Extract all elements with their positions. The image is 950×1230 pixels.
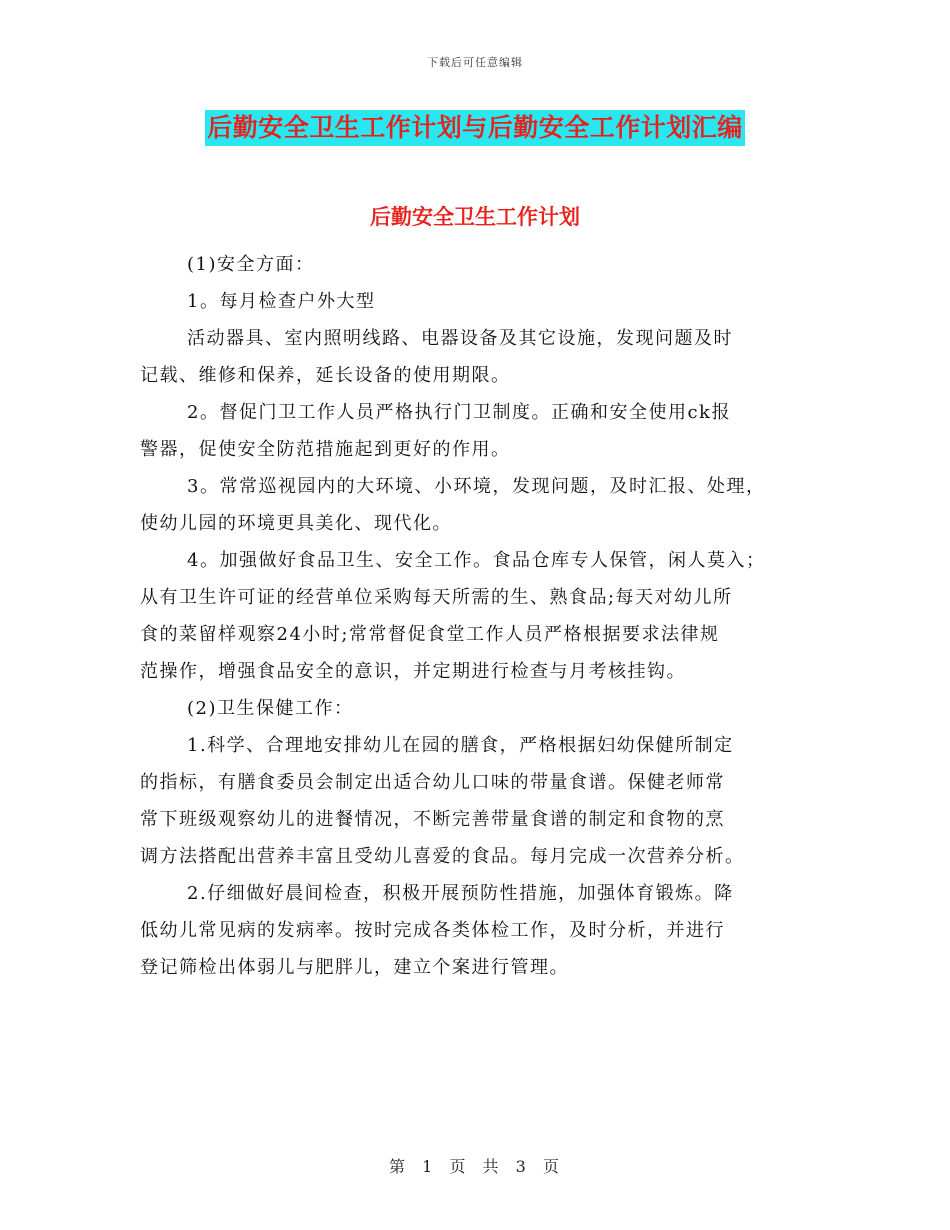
footer-label-page: 第 [389, 1157, 408, 1176]
paragraph-line: 记载、维修和保养，延长设备的使用期限。 [140, 365, 511, 386]
paragraph-line: 常下班级观察幼儿的进餐情况，不断完善带量食谱的制定和食物的烹 [140, 809, 725, 830]
paragraph-line: 从有卫生许可证的经营单位采购每天所需的生、熟食品;每天对幼儿所 [140, 587, 733, 608]
paragraph-line: (2)卫生保健工作： [187, 698, 354, 719]
paragraph-line: 的指标，有膳食委员会制定出适合幼儿口味的带量食谱。保健老师常 [140, 772, 725, 793]
paragraph-line: 低幼儿常见病的发病率。按时完成各类体检工作，及时分析，并进行 [140, 920, 725, 941]
paragraph-line: 2。督促门卫工作人员严格执行门卫制度。正确和安全使用ck报 [187, 402, 731, 423]
paragraph-line: 调方法搭配出营养丰富且受幼儿喜爱的食品。每月完成一次营养分析。 [140, 846, 745, 867]
document-title-wrap [0, 110, 950, 146]
footer-label-unit: 页 [449, 1157, 468, 1176]
footer-label-total: 共 [482, 1157, 501, 1176]
paragraph-line: 1.科学、合理地安排幼儿在园的膳食，严格根据妇幼保健所制定 [187, 735, 734, 756]
footer-total-pages: 3 [515, 1157, 528, 1176]
section-title: 后勤安全卫生工作计划 [370, 205, 580, 229]
header-note: 下载后可任意编辑 [427, 56, 523, 69]
paragraph-line: 1。每月检查户外大型 [187, 291, 376, 312]
footer-label-unit-2: 页 [542, 1157, 561, 1176]
paragraph-line: 3。常常巡视园内的大环境、小环境，发现问题，及时汇报、处理， [187, 476, 766, 497]
footer-page-number: 1 [422, 1157, 435, 1176]
paragraph-line: 使幼儿园的环境更具美化、现代化。 [140, 513, 452, 534]
paragraph-line: 警器，促使安全防范措施起到更好的作用。 [140, 439, 511, 460]
paragraph-line: 登记筛检出体弱儿与肥胖儿，建立个案进行管理。 [140, 957, 569, 978]
paragraph-line: 范操作，增强食品安全的意识，并定期进行检查与月考核挂钩。 [140, 661, 686, 682]
paragraph-line: 2.仔细做好晨间检查，积极开展预防性措施，加强体育锻炼。降 [187, 883, 734, 904]
paragraph-line: 食的菜留样观察24小时;常常督促食堂工作人员严格根据要求法律规 [140, 624, 720, 645]
paragraph-line: 活动器具、室内照明线路、电器设备及其它设施，发现问题及时 [187, 328, 733, 349]
paragraph-line: 4。加强做好食品卫生、安全工作。食品仓库专人保管，闲人莫入； [187, 550, 766, 571]
document-body [140, 246, 830, 986]
page-footer [0, 1154, 950, 1177]
paragraph-line: (1)安全方面： [187, 254, 315, 275]
document-title: 后勤安全卫生工作计划与后勤安全工作计划汇编 [205, 110, 745, 146]
